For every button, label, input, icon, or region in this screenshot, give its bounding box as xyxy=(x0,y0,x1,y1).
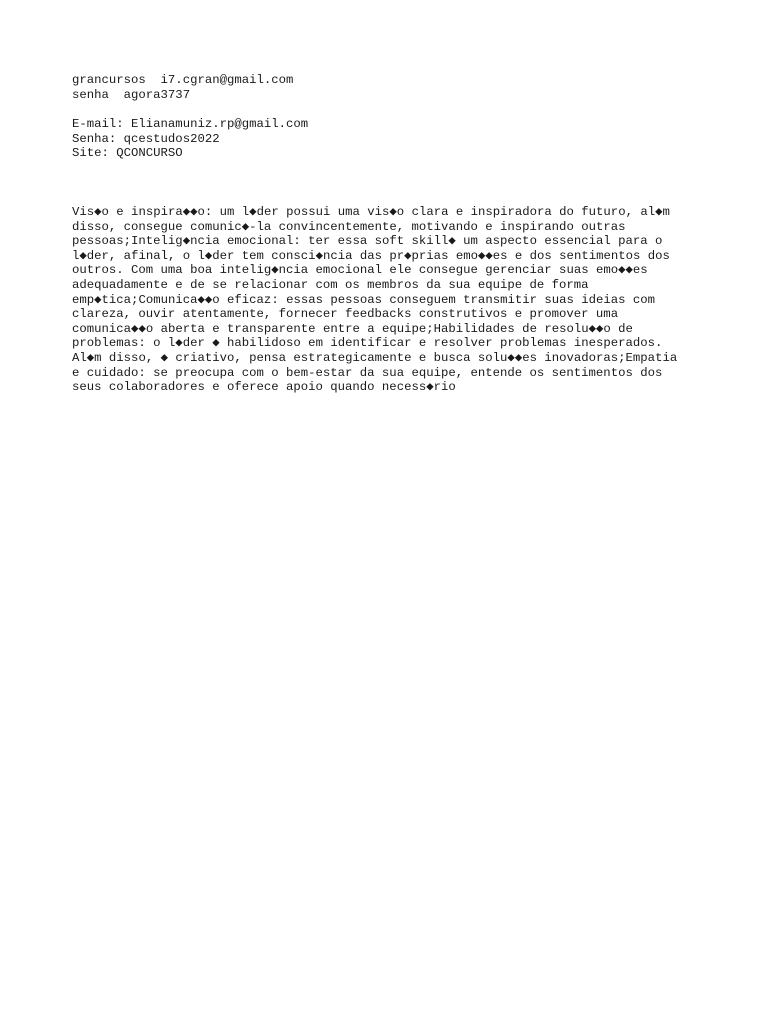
text-line: l◆der, afinal, o l◆der tem consci◆ncia das pr◆prias emo◆◆es e dos sentimentos dos xyxy=(72,248,670,263)
text-line: adequadamente e de se relacionar com os membros da sua equipe de forma xyxy=(72,277,589,292)
text-line: Al◆m disso, ◆ criativo, pensa estrategicamente e busca solu◆◆es inovadoras;Empatia xyxy=(72,350,678,365)
text-line: emp◆tica;Comunica◆◆o eficaz: essas pessoas conseguem transmitir suas ideias com xyxy=(72,292,656,307)
text-line: Site: QCONCURSO xyxy=(72,146,183,161)
text-line: seus colaboradores e oferece apoio quando necess◆rio xyxy=(72,380,456,395)
text-line: disso, consegue comunic◆-la convincentemente, motivando e inspirando outras xyxy=(72,219,626,234)
text-line: comunica◆◆o aberta e transparente entre a equipe;Habilidades de resolu◆◆o de xyxy=(72,321,633,336)
text-line: E-mail: Elianamuniz.rp@gmail.com xyxy=(72,117,309,131)
text-line: Senha: qcestudos2022 xyxy=(72,131,220,146)
credentials-block-1 xyxy=(72,73,293,102)
text-line: problemas: o l◆der ◆ habilidoso em identificar e resolver problemas inesperados. xyxy=(72,336,663,351)
text-line: pessoas;Intelig◆ncia emocional: ter essa soft skill◆ um aspecto essencial para o xyxy=(72,234,663,249)
text-line: grancursos i7.cgran@gmail.com xyxy=(72,73,294,87)
text-line: Vis◆o e inspira◆◆o: um l◆der possui uma vis◆o clara e inspiradora do futuro, al◆m xyxy=(72,205,670,219)
text-line: clareza, ouvir atentamente, fornecer feedbacks construtivos e promover uma xyxy=(72,307,619,322)
body-paragraph xyxy=(72,205,712,395)
credentials-block-2 xyxy=(72,117,308,161)
text-line: e cuidado: se preocupa com o bem-estar da sua equipe, entende os sentimentos dos xyxy=(72,365,663,380)
text-line: senha agora3737 xyxy=(72,87,191,102)
text-line: outros. Com uma boa intelig◆ncia emocional ele consegue gerenciar suas emo◆◆es xyxy=(72,263,648,278)
